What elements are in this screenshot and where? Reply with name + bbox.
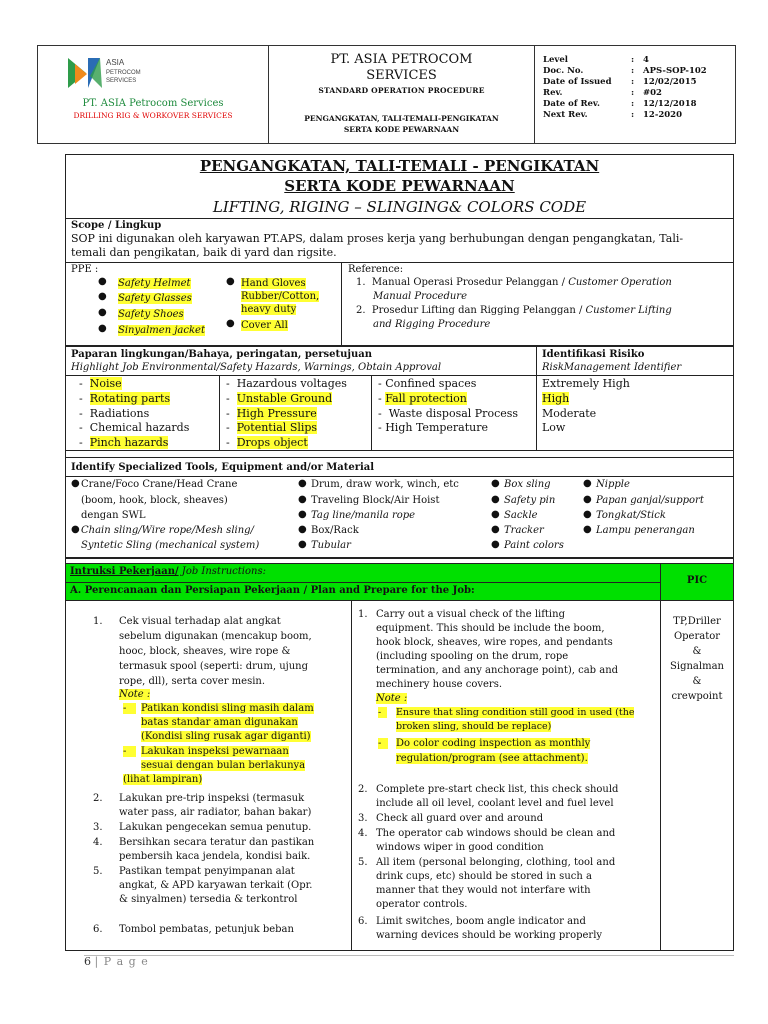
- sop-body: PENGANGKATAN, TALI-TEMALI - PENGIKATAN SERTA KODE PEWARNAAN LIFTING, RIGING – SLINGING& COLORS CODE Scope / Lingkup SOP ini digunakan oleh karyawan PT.APS, dalam proses kerja yang berhubungan dengan pengangkatan, Tali- temali dan pengikatan, baik di yard dan rigsite. PPE : ● Safety Helmet ● Safety Glasses ● Safety Shoes ● Sinyalmen jacket ● Hand Gloves Rubber/Cotton, heavy duty ● Cover All Reference: 1. Manual Operasi Prosedur Pelanggan / Customer Operation Manual Procedure 2. Prosedur Lifting dan Rigging Pelanggan / Customer Lifting and Rigging Procedure Paparan lingkungan/Bahaya, peringatan, persetujuan Highlight Job Environmental/Safety Hazards, Warnings, Obtain Approval - Noise - Rotating parts - Radiations - Chemical hazards - Pinch hazards - Hazardous voltages - Unstable Ground - High Pressure - Potential Slips - Drops object - Confined spaces - Fall protection - Waste disposal Process - High Temperature Identifikasi Risiko RiskManagement Identifier Extremely High High Moderate Low Identify Specialized Tools, Equipment and/or Material ● Crane/Foco Crane/Head Crane (boom, hook, block, sheaves) dengan SWL ● Chain sling/Wire rope/Mesh sling/ Syntetic Sling (mechanical system) ● Drum, draw work, winch, etc ● Traveling Block/Air Hoist ● Tag line/manila rope ● Box/Rack ● Tubular ● Box sling ● Safety pin ● Sackle ● Tracker ● Paint colors ● Nipple ● Papan ganjal/support ● Tongkat/Stick ● Lampu penerangan Intruksi Pekerjaan/ Job Instructions: A. Perencanaan dan Persiapan Pekerjaan / Plan and Prepare for the Job: PIC TP,Driller Operator & Signalman & crewpoint 1. Cek visual terhadap alat angkat sebelum digunakan (mencakup boom, hooc, block, sheaves, wire rope & termasuk spool (seperti: drum, ujung rope, dll), serta cover mesin. Note : - Patikan kondisi sling masih dalam batas standar aman digunakan (Kondisi sling rusak agar diganti) - Lakukan inspeksi pewarnaan sesuai dengan bulan berlakunya (lihat lampiran) 2. Lakukan pre-trip inspeksi (termasuk water pass, air radiator, bahan bakar) 3. Lakukan pengecekan semua penutup. 4. Bersihkan secara teratur dan pastikan pembersih kaca jendela, kondisi baik. 5. Pastikan tempat penyimpanan alat angkat, & APD karyawan terkait (Opr. & sinyalmen) tersedia & terkontrol 6. Tombol pembatas, petunjuk beban 1. Carry out a visual check of the lifting equipment. This should be include the boom, hook block, sheaves, wire ropes, and pendants (including spooling on the drum, rope termination, and any anchorage point), cab and mechinery house covers. Note : - Ensure that sling condition still good in used (the broken sling, should be replace) - Do color coding inspection as monthly regulation/program (see attachment). 2. Complete pre-start check list, this check should include all oil level, coolant level and fuel level 3. Check all guard over and around 4. The operator cab windows should be clean and windows wiper in good condition 5. All item (personal belonging, clothing, tool and drink cups, etc) should be stored in such a manner that they would not interfare with operator controls. 6. Limit switches, boom angle indicator and warning devices should be working properly: [65, 154, 734, 951]
- left-step-3: Lakukan pengecekan semua penutup.: [119, 822, 312, 833]
- hazard-item: High Temperature: [385, 421, 489, 434]
- ppe-item: Rubber/Cotton,: [241, 291, 320, 302]
- left-company-tagline: DRILLING RIG & WORKOVER SERVICES: [73, 111, 233, 120]
- tool-item: Safety pin: [504, 495, 556, 506]
- right-step-6-line: Limit switches, boom angle indicator and: [376, 916, 586, 927]
- hazard-item: Drops object: [236, 436, 308, 449]
- logo-text-3: SERVICES: [106, 78, 137, 84]
- right-step-3: Check all guard over and around: [376, 813, 544, 824]
- right-step-6-line: warning devices should be working properly: [376, 930, 603, 941]
- header-company-cell: [38, 46, 269, 143]
- right-note-1-line: broken sling, should be replace): [396, 721, 552, 732]
- hazard-item: Pinch hazards: [89, 436, 169, 449]
- hazard-item: Confined spaces: [385, 377, 477, 390]
- right-step-1-line: termination, and any anchorage point), cab and: [376, 665, 619, 676]
- hazards-subtitle: Highlight Job Environmental/Safety Hazards, Warnings, Obtain Approval: [71, 362, 442, 373]
- ppe-item: Sinyalmen jacket: [118, 325, 205, 336]
- left-note-2-line: sesuai dengan bulan berlakunya: [141, 760, 306, 771]
- right-step-5-line: All item (personal belonging, clothing, tool and: [376, 857, 616, 868]
- hazard-item: Noise: [89, 377, 122, 390]
- left-step-1-line: Cek visual terhadap alat angkat: [119, 616, 281, 627]
- company-title: PT. ASIA PETROCOM SERVICES: [330, 52, 473, 83]
- left-step-1-line: hooc, block, sheaves, wire rope &: [119, 646, 291, 657]
- risk-subtitle: RiskManagement Identifier: [542, 362, 682, 373]
- ppe-item: Safety Glasses: [118, 293, 192, 304]
- tool-item: Sackle: [504, 510, 538, 521]
- right-step-2-line: Complete pre-start check list, this check should: [376, 784, 619, 795]
- hazard-item: Hazardous voltages: [236, 377, 347, 390]
- left-step-1-line: rope, dll), serta cover mesin.: [119, 676, 266, 687]
- right-note-1-line: Ensure that sling condition still good in used (the: [396, 707, 635, 718]
- logo-text-2: PETROCOM: [106, 70, 141, 76]
- left-step-4-line: Bersihkan secara teratur dan pastikan: [119, 837, 315, 848]
- pic-line: Signalman: [670, 661, 724, 672]
- left-step-6: Tombol pembatas, petunjuk beban: [119, 924, 294, 935]
- tool-item: Traveling Block/Air Hoist: [311, 495, 440, 506]
- hazard-item: Fall protection: [385, 392, 467, 405]
- tool-item: Nipple: [596, 479, 630, 490]
- scope-line-2: temali dan pengikatan, baik di yard dan rigsite.: [71, 246, 337, 259]
- left-step-1-line: sebelum digunakan (mencakup boom,: [119, 631, 312, 642]
- right-step-2-line: include all oil level, coolant level and fuel level: [376, 798, 614, 809]
- left-step-2-line: Lakukan pre-trip inspeksi (termasuk: [119, 793, 305, 804]
- pic-line: Operator: [673, 631, 721, 642]
- header-meta-cell: Level : 4 Doc. No. : APS-SOP-102 Date of Issued : 12/02/2015 Rev. : #02 Date of Rev. : 12/12/2018 Next Rev. : 12-2020: [543, 55, 707, 120]
- title-line-2: SERTA KODE PEWARNAAN: [284, 177, 515, 195]
- hazard-item: Chemical hazards: [89, 421, 190, 434]
- right-note-2-line: regulation/program (see attachment).: [396, 753, 588, 764]
- tool-item: Tongkat/Stick: [596, 510, 666, 521]
- page-number: 6 | P a g e: [84, 955, 149, 968]
- tool-item: Box sling: [504, 479, 551, 490]
- pic-line: crewpoint: [671, 691, 723, 702]
- left-note-2-line: (lihat lampiran): [123, 774, 203, 785]
- left-note-1-line: (Kondisi sling rusak agar diganti): [141, 731, 311, 742]
- reference-item-2: 2. Prosedur Lifting dan Rigging Pelanggan / Customer Lifting: [356, 305, 672, 316]
- right-step-1-line: mechinery house covers.: [376, 679, 503, 690]
- hazards-title: Paparan lingkungan/Bahaya, peringatan, persetujuan: [71, 349, 373, 360]
- left-note-label: Note :: [119, 689, 151, 700]
- risk-level: Moderate: [542, 407, 597, 420]
- reference-item-1-cont: Manual Procedure: [373, 291, 468, 302]
- tool-item: Tubular: [311, 540, 351, 551]
- ppe-item: Hand Gloves: [241, 278, 306, 289]
- right-note-2-line: Do color coding inspection as monthly: [396, 738, 591, 749]
- tool-item: (boom, hook, block, sheaves): [81, 495, 228, 506]
- left-note-2-line: Lakukan inspeksi pewarnaan: [141, 746, 289, 757]
- ppe-item: Safety Helmet: [118, 278, 191, 289]
- document-header: [37, 45, 736, 144]
- ppe-label: PPE :: [71, 264, 99, 275]
- right-note-label: Note :: [376, 693, 408, 704]
- pic-line: &: [692, 646, 702, 657]
- left-step-5-line: Pastikan tempat penyimpanan alat: [119, 866, 295, 877]
- footer-rule: [84, 955, 734, 956]
- right-step-1-line: equipment. This should be include the boom,: [376, 623, 605, 634]
- tool-item: Drum, draw work, winch, etc: [311, 479, 459, 490]
- tool-item: Crane/Foco Crane/Head Crane: [81, 479, 238, 490]
- left-step-5-line: angkat, & APD karyawan terkait (Opr.: [119, 880, 313, 891]
- scope-label: Scope / Lingkup: [71, 220, 162, 231]
- doc-type: STANDARD OPERATION PROCEDURE: [318, 86, 485, 95]
- pic-header: PIC: [686, 575, 708, 586]
- tool-item: dengan SWL: [81, 510, 146, 521]
- scope-line-1: SOP ini digunakan oleh karyawan PT.APS, dalam proses kerja yang berhubungan dengan pengangkatan, Tali-: [71, 232, 684, 245]
- tool-item: Tracker: [504, 525, 544, 536]
- logo-text-1: ASIA: [106, 58, 125, 67]
- right-step-1-line: Carry out a visual check of the lifting: [376, 609, 565, 620]
- risk-level: Low: [542, 421, 566, 434]
- right-step-5-line: manner that they would not interfare with: [376, 885, 591, 896]
- hazard-item: Unstable Ground: [236, 392, 333, 405]
- reference-item-1: 1. Manual Operasi Prosedur Pelanggan / Customer Operation: [356, 277, 672, 288]
- pic-line: &: [692, 676, 702, 687]
- tool-item: Box/Rack: [311, 525, 359, 536]
- hazard-item: High Pressure: [236, 407, 317, 420]
- right-step-5-line: drink cups, etc) should be stored in such a: [376, 871, 592, 882]
- tool-item: Lampu penerangan: [596, 525, 695, 536]
- left-note-1-line: Patikan kondisi sling masih dalam: [141, 703, 314, 714]
- hazard-item: Potential Slips: [236, 421, 318, 434]
- section-a-title: A. Perencanaan dan Persiapan Pekerjaan / Plan and Prepare for the Job:: [70, 585, 475, 596]
- right-step-4-line: windows wiper in good condition: [376, 842, 544, 853]
- right-step-1-line: (including spooling on the drum, rope: [376, 651, 569, 662]
- tools-title: Identify Specialized Tools, Equipment and/or Material: [71, 462, 375, 473]
- pic-line: TP,Driller: [673, 616, 721, 627]
- header-title-cell: [269, 46, 535, 143]
- hazard-item: Rotating parts: [89, 392, 171, 405]
- company-logo: [66, 54, 161, 94]
- risk-level: Extremely High: [542, 377, 630, 390]
- risk-title: Identifikasi Risiko: [542, 349, 645, 360]
- doc-subject: PENGANGKATAN, TALI-TEMALI-PENGIKATAN SERTA KODE PEWARNAAN: [304, 114, 499, 134]
- hazard-item: Waste disposal Process: [385, 407, 519, 420]
- tool-item: Paint colors: [504, 540, 564, 551]
- right-step-5-line: operator controls.: [376, 899, 468, 910]
- reference-item-2-cont: and Rigging Procedure: [373, 319, 491, 330]
- tool-item: Tag line/manila rope: [311, 510, 416, 521]
- left-note-1-line: batas standar aman digunakan: [141, 717, 298, 728]
- ppe-item: heavy duty: [241, 304, 297, 315]
- left-step-2-line: water pass, air radiator, bahan bakar): [119, 807, 312, 818]
- left-step-4-line: pembersih kaca jendela, kondisi baik.: [119, 851, 311, 862]
- instructions-label: Intruksi Pekerjaan/ Job Instructions:: [70, 566, 266, 577]
- ppe-item: Cover All: [241, 320, 288, 331]
- title-line-1: PENGANGKATAN, TALI-TEMALI - PENGIKATAN: [199, 157, 600, 175]
- left-step-1-line: termasuk spool (seperti: drum, ujung: [119, 661, 309, 672]
- title-line-3: LIFTING, RIGING – SLINGING& COLORS CODE: [212, 198, 587, 216]
- ppe-item: Safety Shoes: [118, 309, 184, 320]
- tool-item: Syntetic Sling (mechanical system): [81, 540, 260, 551]
- left-step-5-line: & sinyalmen) tersedia & terkontrol: [119, 894, 298, 905]
- right-step-1-line: hook block, sheaves, wire ropes, and pendants: [376, 637, 613, 648]
- left-company-name: PT. ASIA Petrocom Services: [82, 98, 224, 109]
- risk-level: High: [542, 392, 570, 405]
- tool-item: Chain sling/Wire rope/Mesh sling/: [81, 525, 254, 536]
- reference-label: Reference:: [348, 264, 404, 275]
- tool-item: Papan ganjal/support: [596, 495, 704, 506]
- hazard-item: Radiations: [89, 407, 150, 420]
- right-step-4-line: The operator cab windows should be clean and: [376, 828, 616, 839]
